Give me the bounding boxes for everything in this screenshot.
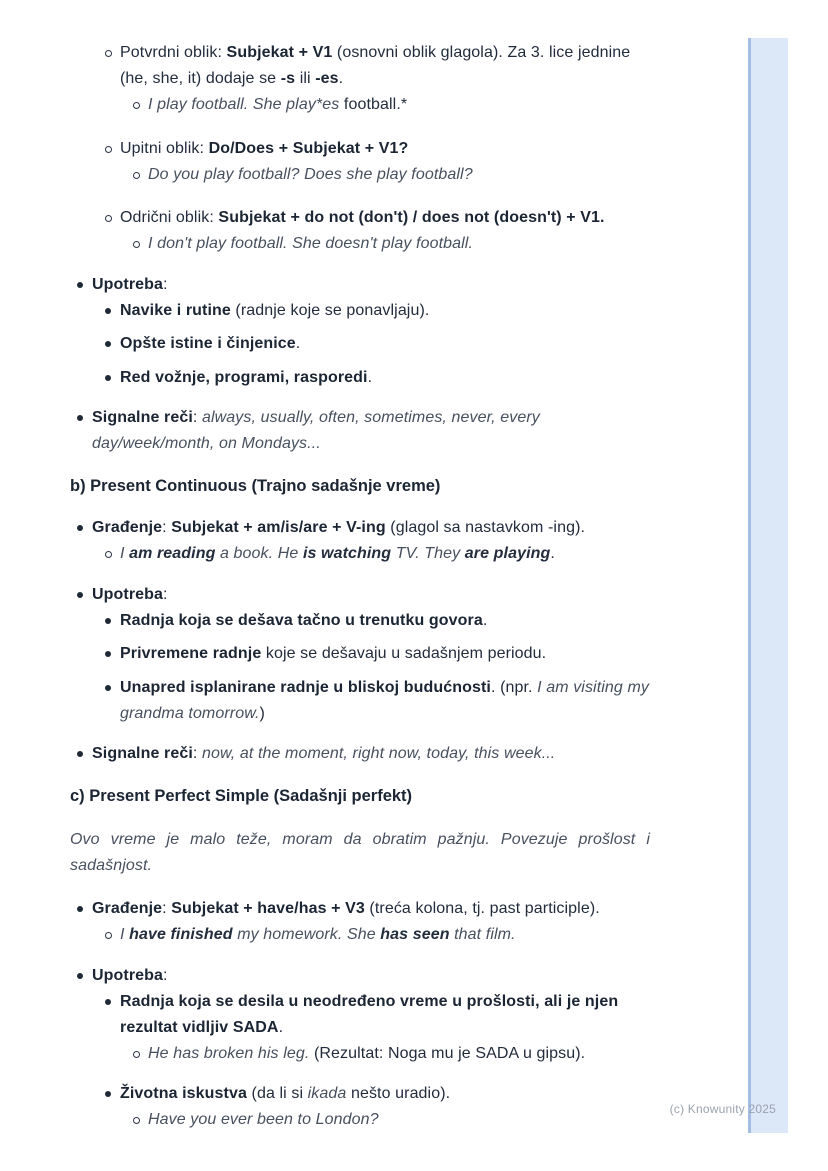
list-item-radnja-rezultat bbox=[0, 989, 828, 1041]
list-item-text: Navike i rutine (radnje koje se ponavljaju). bbox=[120, 302, 430, 319]
circle-bullet-icon bbox=[105, 146, 112, 153]
note-text: Ovo vreme je malo teže, moram da obratim pažnju. Povezuje prošlost i sadašnjost. bbox=[70, 831, 650, 874]
disc-bullet-icon bbox=[77, 282, 83, 288]
list-item-red-voznje bbox=[0, 365, 828, 391]
disc-bullet-icon bbox=[77, 415, 83, 421]
list-item-upitni-oblik bbox=[0, 136, 828, 162]
example-text: I am reading a book. He is watching TV. They are playing. bbox=[120, 545, 555, 562]
list-item-opste-istine bbox=[0, 331, 828, 357]
example-text: I play football. She play*es football.* bbox=[148, 96, 408, 113]
example-text: I have finished my homework. She has seen that film. bbox=[120, 926, 516, 943]
list-item-text: Odrični oblik: Subjekat + do not (don't) / does not (doesn't) + V1. bbox=[120, 209, 605, 226]
list-item-text: Signalne reči: always, usually, often, sometimes, never, every day/week/month, on Mondays... bbox=[92, 409, 540, 452]
disc-bullet-icon bbox=[105, 341, 111, 347]
list-item-navike bbox=[0, 298, 828, 324]
list-item-text: Građenje: Subjekat + have/has + V3 (treća kolona, tj. past participle). bbox=[92, 900, 600, 917]
disc-bullet-icon bbox=[77, 592, 83, 598]
list-item-text: Upotreba: bbox=[92, 276, 168, 293]
example-text: He has broken his leg. (Rezultat: Noga mu je SADA u gipsu). bbox=[148, 1045, 586, 1062]
list-item-potvrdni-oblik bbox=[0, 40, 828, 92]
list-item-privremene bbox=[0, 641, 828, 667]
example-item bbox=[0, 231, 828, 257]
example-item bbox=[0, 1041, 828, 1067]
disc-bullet-icon bbox=[77, 751, 83, 757]
section-heading-present-perfect: c) Present Perfect Simple (Sadašnji perfekt) bbox=[70, 787, 413, 805]
list-item-odricni-oblik bbox=[0, 205, 828, 231]
list-item-text: Građenje: Subjekat + am/is/are + V-ing (glagol sa nastavkom -ing). bbox=[92, 519, 586, 536]
list-item-text: Upitni oblik: Do/Does + Subjekat + V1? bbox=[120, 140, 409, 157]
list-item-gradjenje bbox=[0, 515, 828, 541]
list-item-text: Red vožnje, programi, rasporedi. bbox=[120, 369, 373, 386]
example-item bbox=[0, 922, 828, 948]
section-heading-present-continuous: b) Present Continuous (Trajno sadašnje vreme) bbox=[70, 477, 441, 495]
note-paragraph bbox=[0, 827, 828, 879]
circle-bullet-icon bbox=[133, 1051, 140, 1058]
circle-bullet-icon bbox=[105, 932, 112, 939]
list-item-upotreba bbox=[0, 963, 828, 989]
list-item-text: Upotreba: bbox=[92, 586, 168, 603]
disc-bullet-icon bbox=[105, 618, 111, 624]
list-item-text: Privremene radnje koje se dešavaju u sadašnjem periodu. bbox=[120, 645, 547, 662]
list-item-text: Upotreba: bbox=[92, 967, 168, 984]
list-item-signalne-reci bbox=[0, 405, 828, 457]
circle-bullet-icon bbox=[105, 215, 112, 222]
list-item-gradjenje bbox=[0, 896, 828, 922]
list-item-text: Radnja koja se dešava tačno u trenutku govora. bbox=[120, 612, 488, 629]
example-item bbox=[0, 92, 828, 118]
watermark: (c) Knowunity 2025 bbox=[669, 1102, 776, 1116]
list-item-text: Opšte istine i činjenice. bbox=[120, 335, 301, 352]
list-item-upotreba bbox=[0, 272, 828, 298]
circle-bullet-icon bbox=[133, 172, 140, 179]
list-item-radnja-trenutak bbox=[0, 608, 828, 634]
circle-bullet-icon bbox=[133, 1117, 140, 1124]
disc-bullet-icon bbox=[105, 308, 111, 314]
list-item-text: Signalne reči: now, at the moment, right now, today, this week... bbox=[92, 745, 556, 762]
disc-bullet-icon bbox=[105, 1091, 111, 1097]
disc-bullet-icon bbox=[77, 906, 83, 912]
disc-bullet-icon bbox=[105, 651, 111, 657]
example-text: I don't play football. She doesn't play football. bbox=[148, 235, 474, 252]
disc-bullet-icon bbox=[105, 685, 111, 691]
list-item-signalne-reci bbox=[0, 741, 828, 767]
disc-bullet-icon bbox=[77, 973, 83, 979]
list-item-text: Potvrdni oblik: Subjekat + V1 (osnovni oblik glagola). Za 3. lice jednine (he, she, it) dodaje se -s ili -es. bbox=[120, 44, 631, 87]
disc-bullet-icon bbox=[105, 999, 111, 1005]
example-text: Do you play football? Does she play football? bbox=[148, 166, 473, 183]
list-item-text: Radnja koja se desila u neodređeno vreme u prošlosti, ali je njen rezultat vidljiv SADA. bbox=[120, 993, 619, 1036]
example-item bbox=[0, 541, 828, 567]
circle-bullet-icon bbox=[133, 102, 140, 109]
list-item-text: Životna iskustva (da li si ikada nešto uradio). bbox=[120, 1085, 451, 1102]
disc-bullet-icon bbox=[105, 375, 111, 381]
example-item bbox=[0, 162, 828, 188]
list-item-unapred bbox=[0, 675, 828, 727]
list-item-text: Unapred isplanirane radnje u bliskoj budućnosti. (npr. I am visiting my grandma tomorrow.) bbox=[120, 679, 649, 722]
list-item-upotreba bbox=[0, 582, 828, 608]
example-text: Have you ever been to London? bbox=[148, 1111, 379, 1128]
disc-bullet-icon bbox=[77, 525, 83, 531]
circle-bullet-icon bbox=[133, 241, 140, 248]
circle-bullet-icon bbox=[105, 50, 112, 57]
circle-bullet-icon bbox=[105, 551, 112, 558]
